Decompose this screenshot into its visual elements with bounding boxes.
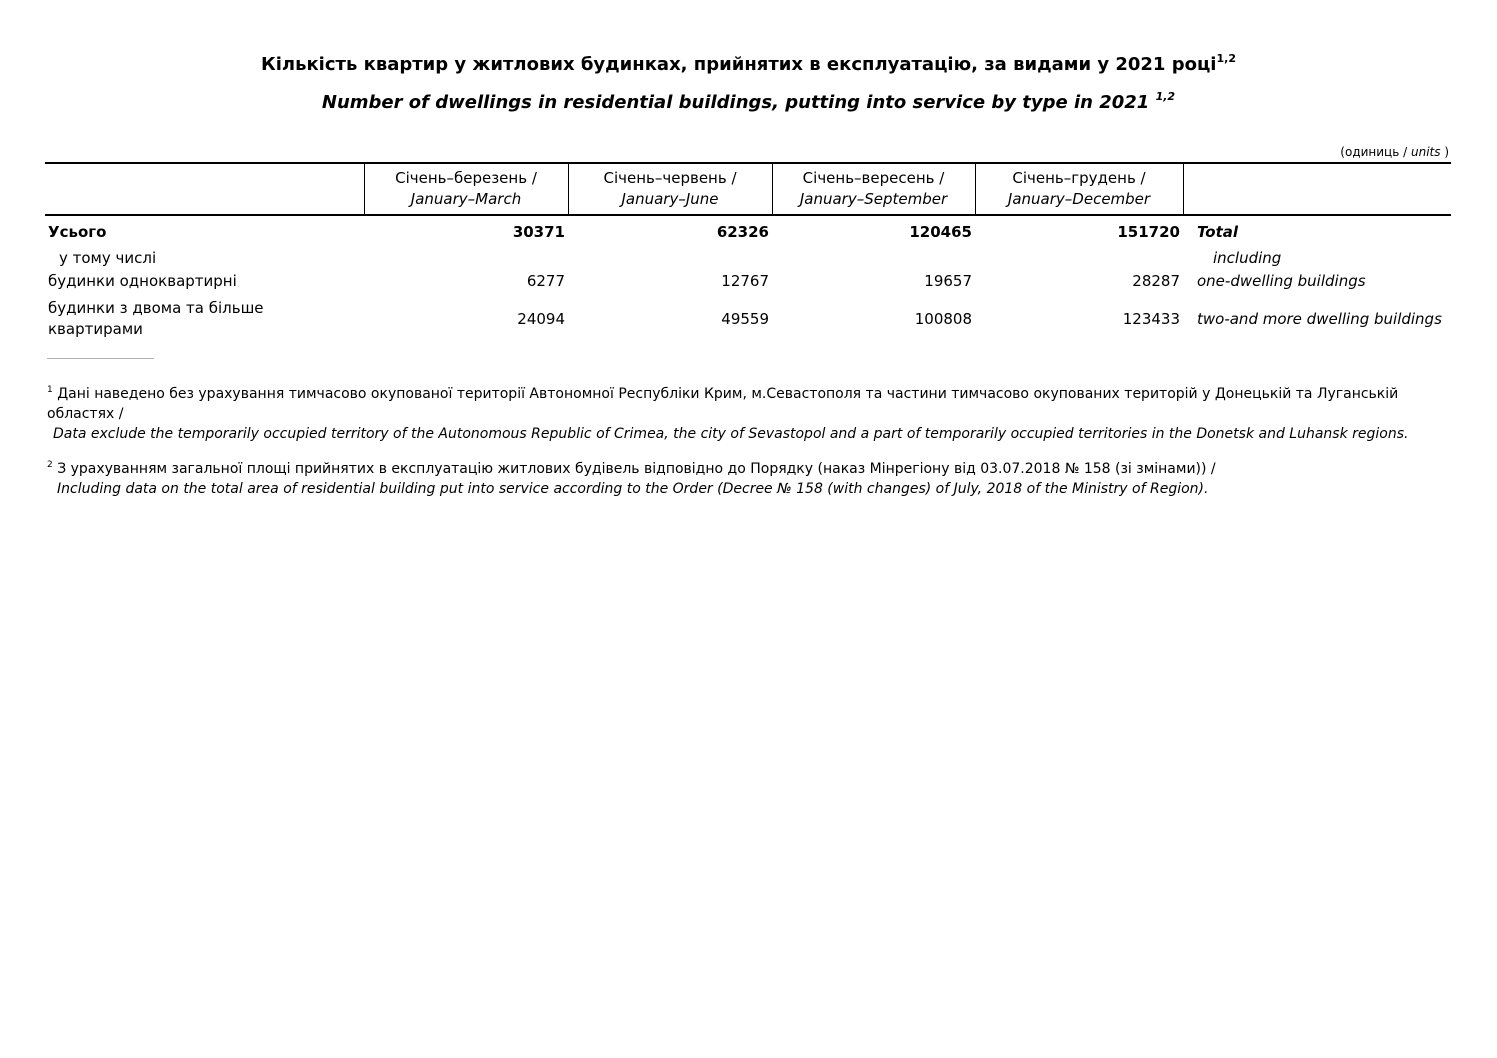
header-jan-mar-en: January–March (410, 190, 522, 208)
footnote-1 (47, 380, 1447, 444)
row-including-empty-1 (364, 244, 568, 269)
row-two-more-jan-dec: 123433 (1122, 309, 1180, 328)
row-including-empty-3 (772, 244, 975, 269)
footnote-2-en: Including data on the total area of residential building put into service according to the Order (Decree № 158 (with changes) of July, 2018 of the Ministry of Region). (57, 481, 1209, 497)
row-two-more-jan-jun: 49559 (721, 309, 769, 328)
title-ukrainian-text: Кількість квартир у житлових будинках, прийнятих в експлуатацію, за видами у 2021 році (261, 54, 1217, 75)
table-row-one-dwelling (45, 269, 1451, 294)
table-row-including (45, 244, 1451, 269)
footnote-1-mark: 1 (47, 385, 53, 395)
row-two-more-label-uk: будинки з двома та більше квартирами (48, 299, 264, 338)
row-two-more-jan-mar: 24094 (517, 309, 565, 328)
header-jan-sep-uk: Січень–вересень / (802, 169, 945, 187)
row-including-label-uk: у тому числі (59, 249, 157, 267)
footnote-2-mark: 2 (47, 460, 53, 470)
row-including-empty-2 (568, 244, 772, 269)
header-english-label-cell (1183, 163, 1451, 215)
title-ukrainian (0, 52, 1497, 75)
table-row-total (45, 215, 1451, 244)
row-total-label-uk: Усього (48, 223, 107, 241)
title-english (0, 90, 1497, 113)
row-one-dwelling-label-uk: будинки одноквартирні (48, 272, 237, 290)
row-total-jan-dec: 151720 (1117, 223, 1180, 241)
row-including-empty-4 (975, 244, 1183, 269)
units-close: ) (1440, 145, 1449, 159)
table-row-two-more (45, 294, 1451, 344)
row-one-dwelling-jan-dec: 28287 (1132, 272, 1180, 290)
header-jan-sep (772, 163, 975, 215)
row-two-more-label-en: two-and more dwelling buildings (1197, 309, 1442, 328)
dwellings-table (45, 162, 1451, 344)
units-uk: (одиниць / (1340, 145, 1411, 159)
row-total-label-en: Total (1197, 223, 1239, 241)
header-jan-dec (975, 163, 1183, 215)
header-jan-dec-uk: Січень–грудень / (1012, 169, 1146, 187)
row-total-jan-jun: 62326 (716, 223, 769, 241)
units-en: units (1410, 145, 1441, 159)
row-total-jan-sep: 120465 (909, 223, 972, 241)
header-jan-dec-en: January–December (1007, 190, 1151, 208)
row-two-more-jan-sep: 100808 (914, 309, 972, 328)
header-jan-jun-uk: Січень–червень / (603, 169, 737, 187)
row-one-dwelling-jan-sep: 19657 (924, 272, 972, 290)
header-label-cell (45, 163, 364, 215)
title-english-footnote-ref: 1,2 (1155, 90, 1176, 103)
header-jan-jun-en: January–June (621, 190, 719, 208)
row-total-jan-mar: 30371 (512, 223, 565, 241)
footnote-divider (47, 358, 154, 359)
title-english-text: Number of dwellings in residential buildings, putting into service by type in 2021 (321, 92, 1150, 113)
footnote-1-en: Data exclude the temporarily occupied territory of the Autonomous Republic of Crimea, the city of Sevastopol and a part of temporarily occupied territories in the Donetsk and Luhansk regions. (53, 426, 1409, 442)
table-header-row (45, 163, 1451, 215)
units-note (1340, 145, 1449, 159)
header-jan-mar-uk: Січень–березень / (395, 169, 537, 187)
row-including-label-en: including (1213, 249, 1282, 267)
row-one-dwelling-jan-jun: 12767 (721, 272, 769, 290)
row-one-dwelling-label-en: one-dwelling buildings (1197, 272, 1366, 290)
header-jan-mar (364, 163, 568, 215)
footnote-1-uk: Дані наведено без урахування тимчасово окупованої території Автономної Республіки Крим, м.Севастополя та частини тимчасово окупованих територій у Донецькій та Луганській областях / (47, 386, 1399, 422)
title-ukrainian-footnote-ref: 1,2 (1216, 52, 1236, 65)
row-one-dwelling-jan-mar: 6277 (526, 272, 565, 290)
footnote-2 (47, 455, 1447, 499)
header-jan-sep-en: January–September (799, 190, 948, 208)
header-jan-jun (568, 163, 772, 215)
footnote-2-uk: З урахуванням загальної площі прийнятих в експлуатацію житлових будівель відповідно до Порядку (наказ Мінрегіону від 03.07.2018 № 158 (зі змінами)) / (57, 461, 1216, 477)
